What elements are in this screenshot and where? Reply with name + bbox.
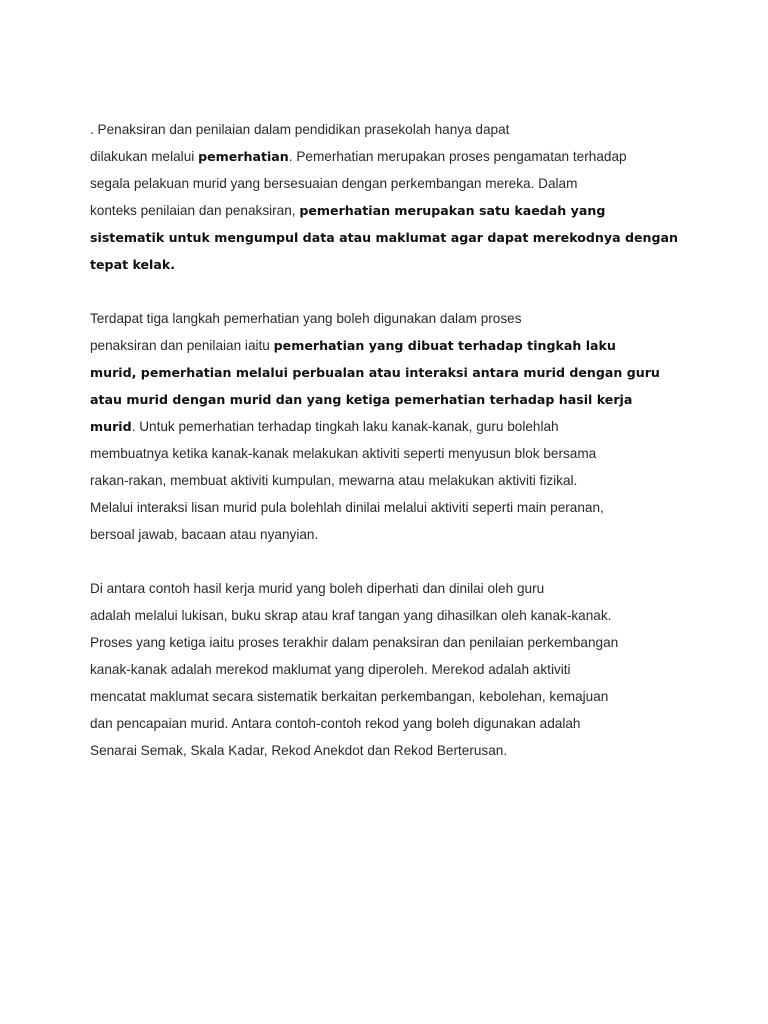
bold-text-run: murid — [90, 419, 132, 434]
text-run: segala pelakuan murid yang bersesuaian dengan perkembangan mereka. Dalam — [90, 176, 578, 191]
text-line — [90, 251, 690, 278]
text-line — [90, 629, 690, 656]
bold-text-run: sistematik untuk mengumpul data atau maklumat agar dapat merekodnya dengan — [90, 230, 678, 245]
bold-text-run: pemerhatian merupakan satu kaedah yang — [299, 203, 606, 218]
text-line — [90, 197, 690, 224]
text-run: membuatnya ketika kanak-kanak melakukan aktiviti seperti menyusun blok bersama — [90, 446, 597, 461]
paragraph-gap — [90, 548, 690, 575]
text-line — [90, 575, 690, 602]
text-line — [90, 602, 690, 629]
text-line — [90, 710, 690, 737]
paragraph-3 — [90, 575, 690, 764]
text-run: . Untuk pemerhatian terhadap tingkah laku kanak-kanak, guru bolehlah — [131, 419, 559, 434]
text-line — [90, 170, 690, 197]
text-line — [90, 224, 690, 251]
document-page — [90, 116, 690, 764]
text-line — [90, 359, 690, 386]
text-line — [90, 683, 690, 710]
text-line — [90, 332, 690, 359]
text-run: . Pemerhatian merupakan proses pengamatan terhadap — [288, 149, 627, 164]
bold-text-run: murid, pemerhatian melalui perbualan atau interaksi antara murid dengan guru — [90, 365, 660, 380]
text-run: Melalui interaksi lisan murid pula bolehlah dinilai melalui aktiviti seperti main peranan, — [90, 500, 604, 515]
text-run: Di antara contoh hasil kerja murid yang boleh diperhati dan dinilai oleh guru — [90, 581, 545, 596]
text-line — [90, 440, 690, 467]
text-line — [90, 386, 690, 413]
text-line — [90, 116, 690, 143]
text-line — [90, 494, 690, 521]
text-run: Proses yang ketiga iaitu proses terakhir dalam penaksiran dan penilaian perkembangan — [90, 635, 619, 650]
text-run: bersoal jawab, bacaan atau nyanyian. — [90, 527, 319, 542]
paragraph-1 — [90, 116, 690, 278]
text-line — [90, 467, 690, 494]
bold-text-run: pemerhatian — [198, 149, 289, 164]
text-line — [90, 305, 690, 332]
text-line — [90, 656, 690, 683]
paragraph-2 — [90, 305, 690, 548]
text-run: adalah melalui lukisan, buku skrap atau kraf tangan yang dihasilkan oleh kanak-kanak. — [90, 608, 612, 623]
text-run: dilakukan melalui — [90, 149, 199, 164]
text-run: . Penaksiran dan penilaian dalam pendidikan prasekolah hanya dapat — [90, 122, 510, 137]
text-line — [90, 521, 690, 548]
bold-text-run: tepat kelak. — [90, 257, 176, 272]
text-run: kanak-kanak adalah merekod maklumat yang diperoleh. Merekod adalah aktiviti — [90, 662, 571, 677]
text-run: dan pencapaian murid. Antara contoh-contoh rekod yang boleh digunakan adalah — [90, 716, 581, 731]
text-run: rakan-rakan, membuat aktiviti kumpulan, mewarna atau melakukan aktiviti fizikal. — [90, 473, 578, 488]
text-run: penaksiran dan penilaian iaitu — [90, 338, 274, 353]
bold-text-run: atau murid dengan murid dan yang ketiga pemerhatian terhadap hasil kerja — [90, 392, 633, 407]
text-line — [90, 413, 690, 440]
text-run: Senarai Semak, Skala Kadar, Rekod Anekdot dan Rekod Berterusan. — [90, 743, 508, 758]
paragraph-gap — [90, 278, 690, 305]
bold-text-run: pemerhatian yang dibuat terhadap tingkah laku — [273, 338, 616, 353]
text-run: Terdapat tiga langkah pemerhatian yang boleh digunakan dalam proses — [90, 311, 522, 326]
text-line — [90, 737, 690, 764]
text-run: mencatat maklumat secara sistematik berkaitan perkembangan, kebolehan, kemajuan — [90, 689, 609, 704]
text-run: konteks penilaian dan penaksiran, — [90, 203, 300, 218]
text-line — [90, 143, 690, 170]
